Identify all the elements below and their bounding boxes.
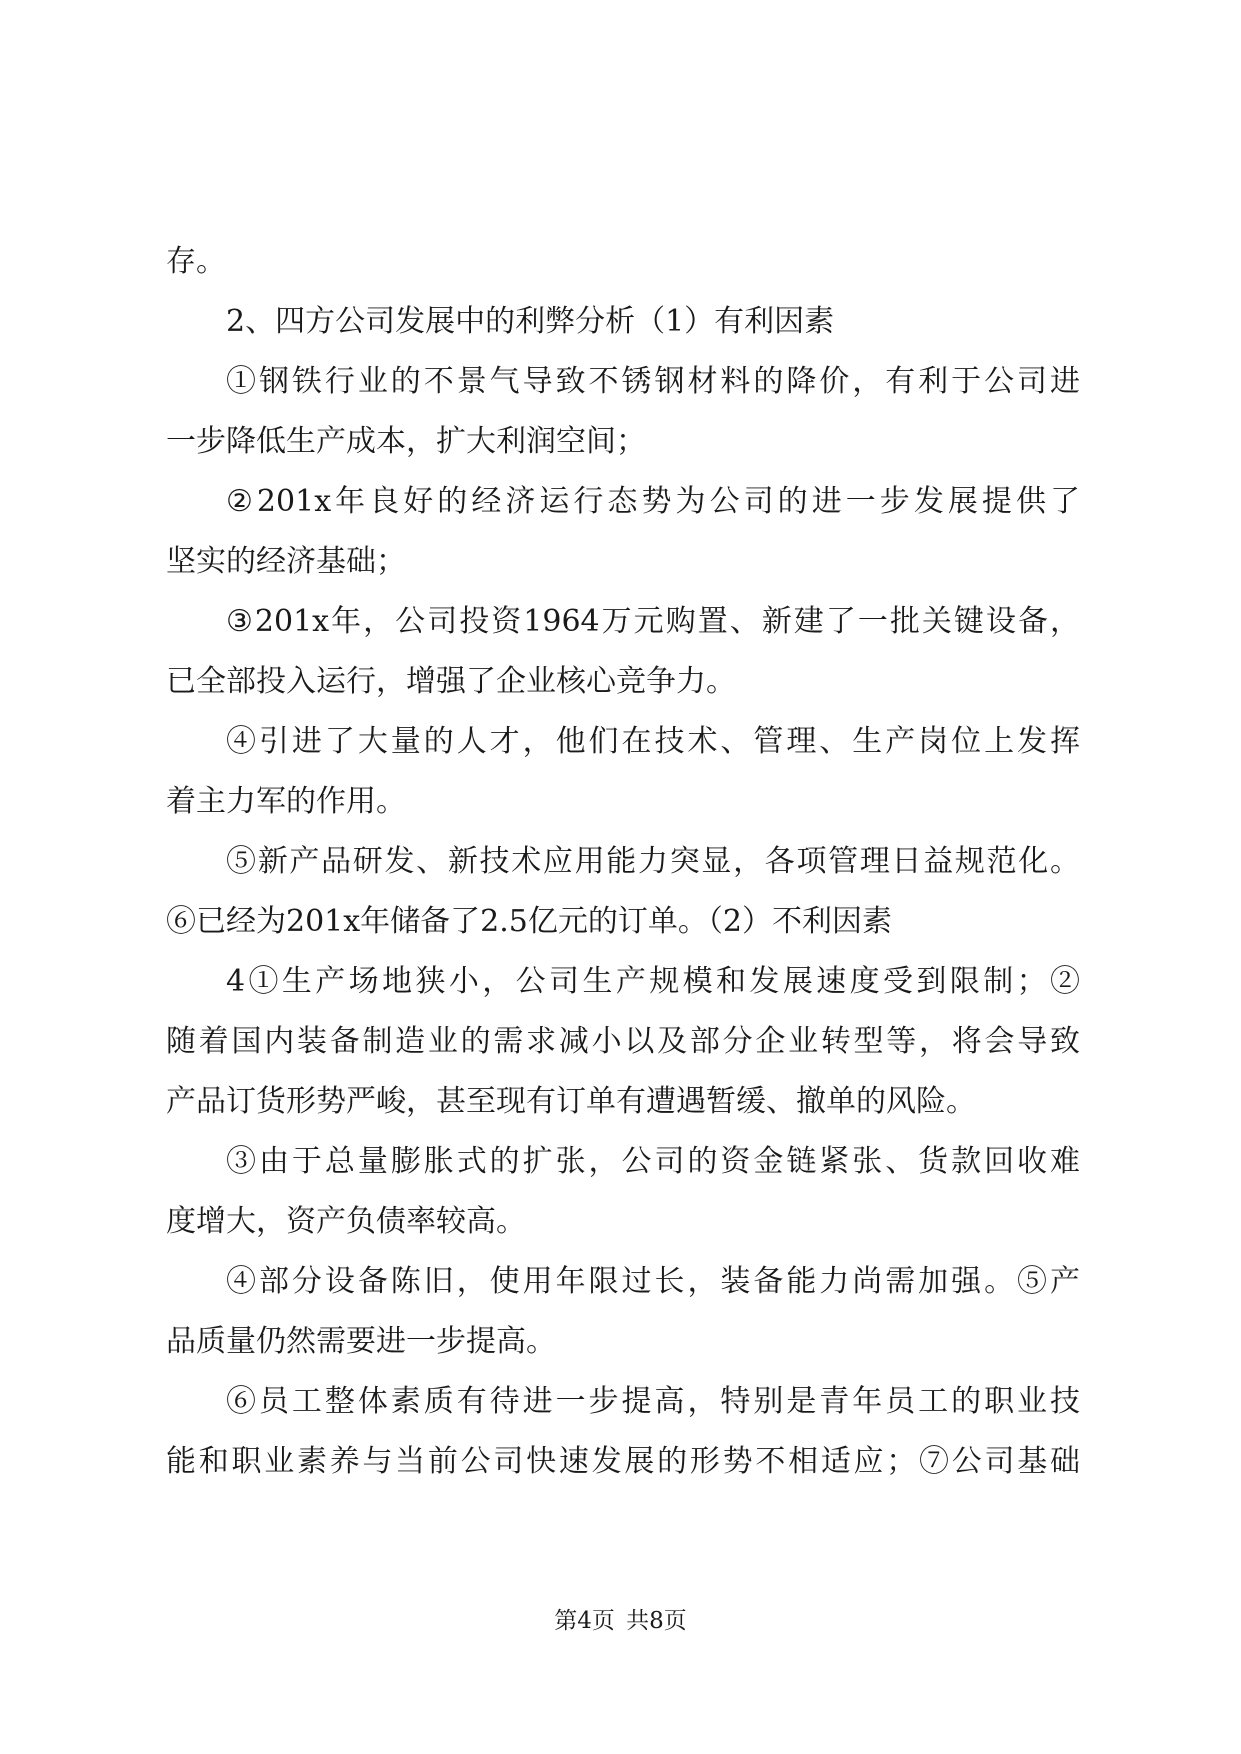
text-line: 2、四方公司发展中的利弊分析（1）有利因素 [226,304,835,339]
document-body [166,232,1080,1492]
text-line: 坚实的经济基础； [166,544,406,579]
text-line: ⑥已经为201x年储备了2.5亿元的订单。（2）不利因素 [166,904,892,939]
text-line: ⑥员工整体素质有待进一步提高，特别是青年员工的职业技 [226,1384,1080,1419]
text-line: 4①生产场地狭小，公司生产规模和发展速度受到限制；② [226,964,1080,999]
text-line: 产品订货形势严峻，甚至现有订单有遭遇暂缓、撤单的风险。 [166,1084,976,1119]
page-total: 共8页 [626,1608,687,1634]
text-line: 随着国内装备制造业的需求减小以及部分企业转型等，将会导致 [166,1024,1080,1059]
text-line: ③201x年，公司投资1964万元购置、新建了一批关键设备， [226,604,1080,639]
page-number: 第4页 [554,1608,615,1634]
text-line: 品质量仍然需要进一步提高。 [166,1324,556,1359]
text-line: 已全部投入运行，增强了企业核心竞争力。 [166,664,736,699]
text-line: 能和职业素养与当前公司快速发展的形势不相适应；⑦公司基础 [166,1444,1080,1479]
text-line: ④引进了大量的人才，他们在技术、管理、生产岗位上发挥 [226,724,1080,759]
text-line: ①钢铁行业的不景气导致不锈钢材料的降价，有利于公司进 [226,364,1080,399]
text-line: 着主力军的作用。 [166,784,406,819]
text-line: 一步降低生产成本，扩大利润空间； [166,424,646,459]
text-line: 度增大，资产负债率较高。 [166,1204,526,1239]
text-line: ③由于总量膨胀式的扩张，公司的资金链紧张、货款回收难 [226,1144,1080,1179]
text-line: ⑤新产品研发、新技术应用能力突显，各项管理日益规范化。 [226,844,1080,879]
page-footer [0,1606,1241,1636]
text-line: ④部分设备陈旧，使用年限过长，装备能力尚需加强。⑤产 [226,1264,1080,1299]
text-line: 存。 [166,244,226,279]
text-line: ②201x年良好的经济运行态势为公司的进一步发展提供了 [226,484,1080,519]
